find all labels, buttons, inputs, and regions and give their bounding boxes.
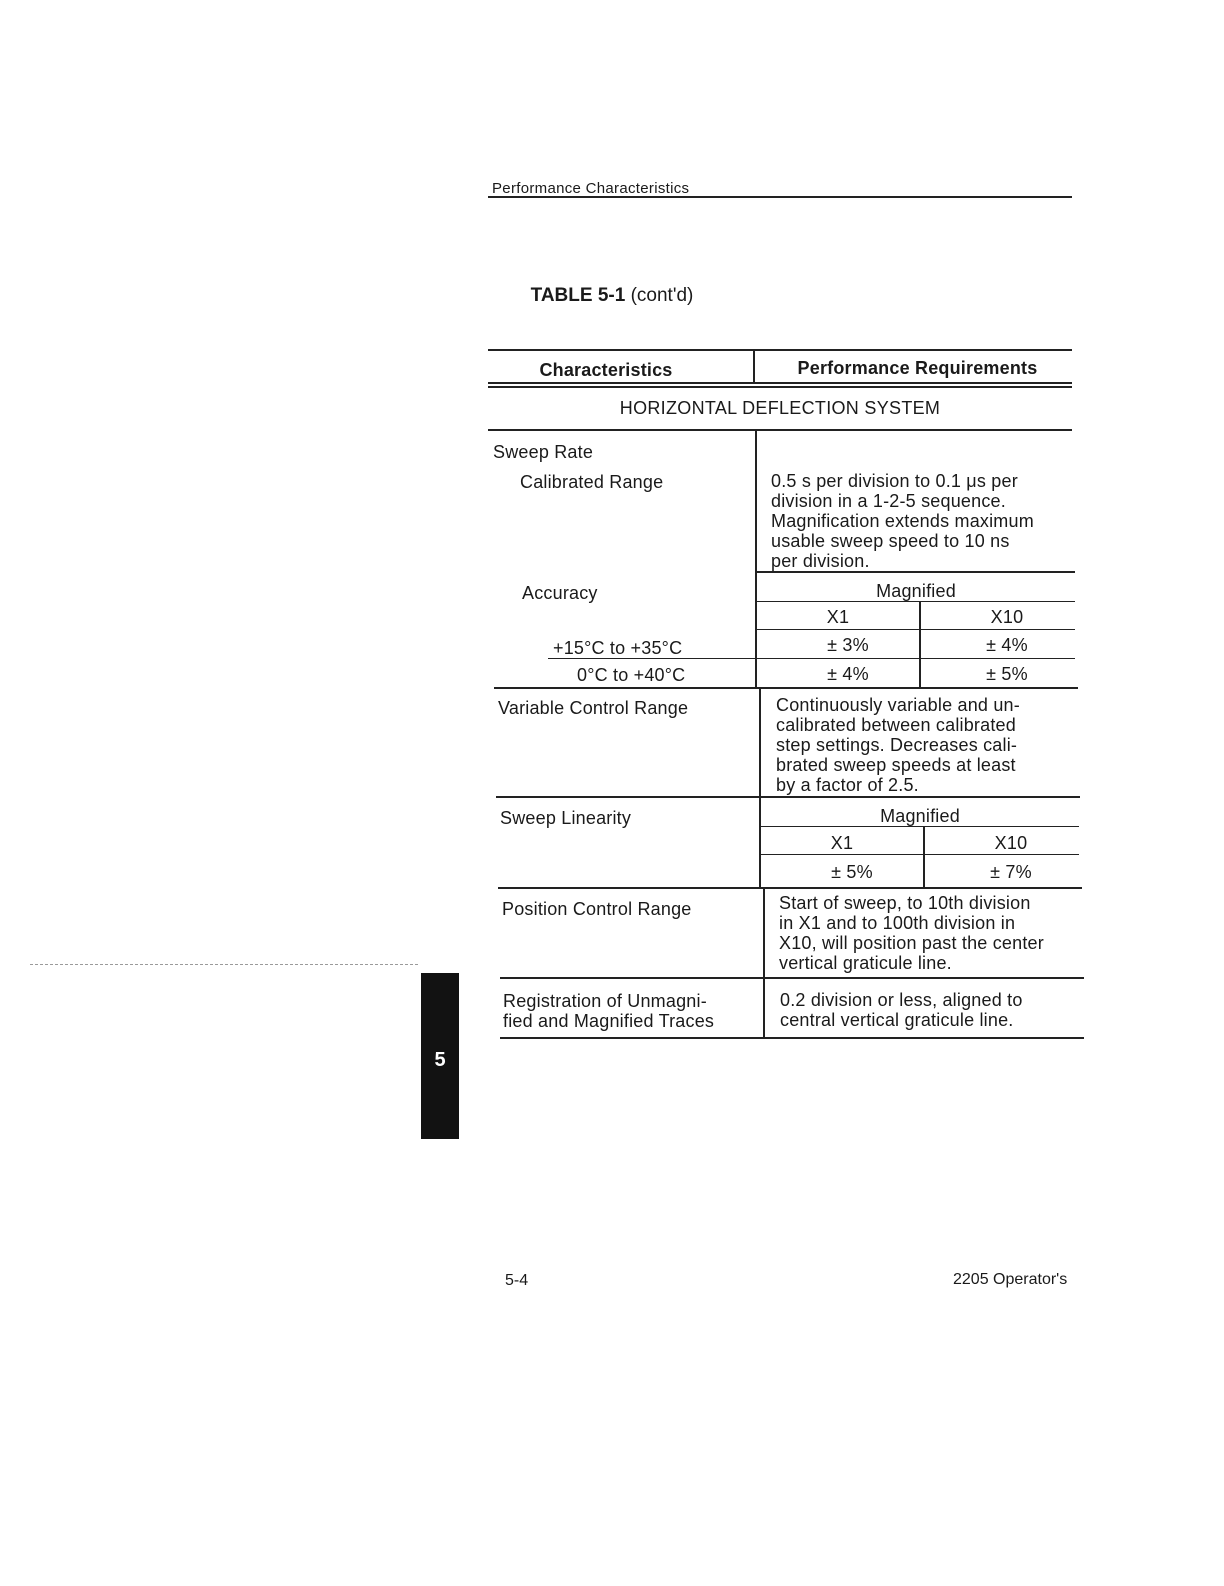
text-line: calibrated between calibrated	[776, 715, 1016, 735]
text-line: by a factor of 2.5.	[776, 775, 919, 795]
accuracy-temp1-x10: ± 4%	[986, 635, 1028, 655]
linearity-magnified-rule	[761, 826, 1079, 827]
text-line: X10, will position past the center	[779, 933, 1044, 953]
linearity-x1-value: ± 5%	[831, 862, 873, 882]
table-title	[0, 285, 1224, 307]
row-label-temp-range-2: 0°C to +40°C	[577, 665, 686, 685]
text-line: usable sweep speed to 10 ns	[771, 531, 1010, 551]
text-line: vertical graticule line.	[779, 953, 952, 973]
position-control-bottom-rule	[500, 977, 1084, 979]
row-label-accuracy: Accuracy	[522, 583, 598, 603]
linearity-x10-header: X10	[994, 833, 1028, 853]
header-rule	[488, 196, 1072, 198]
registration-requirement	[780, 990, 1023, 1030]
header-double-rule-2	[488, 386, 1072, 388]
column-divider-lower	[763, 888, 765, 1038]
text-line: fied and Magnified Traces	[503, 1011, 715, 1031]
accuracy-temp1-x1: ± 3%	[827, 635, 869, 655]
linearity-subheader-rule	[761, 854, 1079, 855]
running-head: Performance Characteristics	[492, 180, 690, 197]
section-title: HORIZONTAL DEFLECTION SYSTEM	[619, 398, 941, 418]
text-line: step settings. Decreases cali-	[776, 735, 1018, 755]
section-tab	[421, 973, 459, 1139]
header-double-rule-1	[488, 382, 1072, 384]
linearity-x1-header: X1	[830, 833, 854, 853]
text-line: Continuously variable and un-	[776, 695, 1020, 715]
row-label-sweep-linearity: Sweep Linearity	[500, 808, 632, 828]
text-line: 0.5 s per division to 0.1 μs per	[771, 471, 1018, 491]
accuracy-magnified-header: Magnified	[876, 581, 956, 601]
accuracy-temp2-x10: ± 5%	[986, 664, 1028, 684]
column-header-requirements: Performance Requirements	[797, 358, 1038, 378]
calibrated-range-rule	[757, 571, 1075, 573]
accuracy-row-rule	[548, 658, 1075, 659]
row-label-variable-control-range: Variable Control Range	[498, 698, 689, 718]
accuracy-bottom-rule	[494, 687, 1078, 689]
accuracy-x10-header: X10	[990, 607, 1024, 627]
column-divider-middle	[759, 688, 761, 888]
section-tab-label: 5	[434, 1049, 446, 1071]
row-label-registration	[503, 991, 714, 1031]
accuracy-x1-header: X1	[826, 607, 850, 627]
column-header-characteristics: Characteristics	[539, 360, 673, 380]
variable-control-bottom-rule	[496, 796, 1080, 798]
section-rule	[488, 429, 1072, 431]
table-title-number: TABLE 5-1	[530, 285, 626, 306]
text-line: 0.2 division or less, aligned to	[780, 990, 1023, 1010]
linearity-bottom-rule	[498, 887, 1082, 889]
row-label-calibrated-range: Calibrated Range	[520, 472, 664, 492]
variable-control-range-requirement	[776, 695, 1020, 795]
accuracy-magnified-rule	[757, 601, 1075, 602]
position-control-range-requirement	[779, 893, 1044, 973]
row-label-temp-range-1: +15°C to +35°C	[553, 638, 683, 658]
page-number: 5-4	[505, 1272, 529, 1289]
text-line: central vertical graticule line.	[780, 1010, 1014, 1030]
text-line: Magnification extends maximum	[771, 511, 1034, 531]
calibrated-range-requirement	[771, 471, 1034, 571]
manual-title: 2205 Operator's	[953, 1271, 1068, 1288]
linearity-x10-value: ± 7%	[990, 862, 1032, 882]
margin-dashed-line	[30, 964, 418, 965]
text-line: in X1 and to 100th division in	[779, 913, 1016, 933]
text-line: Registration of Unmagni-	[503, 991, 707, 1011]
linearity-magnified-header: Magnified	[880, 806, 960, 826]
table-title-contd: (cont'd)	[630, 285, 694, 306]
row-label-sweep-rate: Sweep Rate	[493, 442, 594, 462]
table-bottom-rule	[500, 1037, 1084, 1039]
row-label-position-control-range: Position Control Range	[502, 899, 692, 919]
table-top-rule	[488, 349, 1072, 351]
text-line: per division.	[771, 551, 870, 571]
text-line: division in a 1-2-5 sequence.	[771, 491, 1006, 511]
accuracy-subheader-rule	[757, 629, 1075, 630]
accuracy-temp2-x1: ± 4%	[827, 664, 869, 684]
text-line: Start of sweep, to 10th division	[779, 893, 1031, 913]
text-line: brated sweep speeds at least	[776, 755, 1016, 775]
